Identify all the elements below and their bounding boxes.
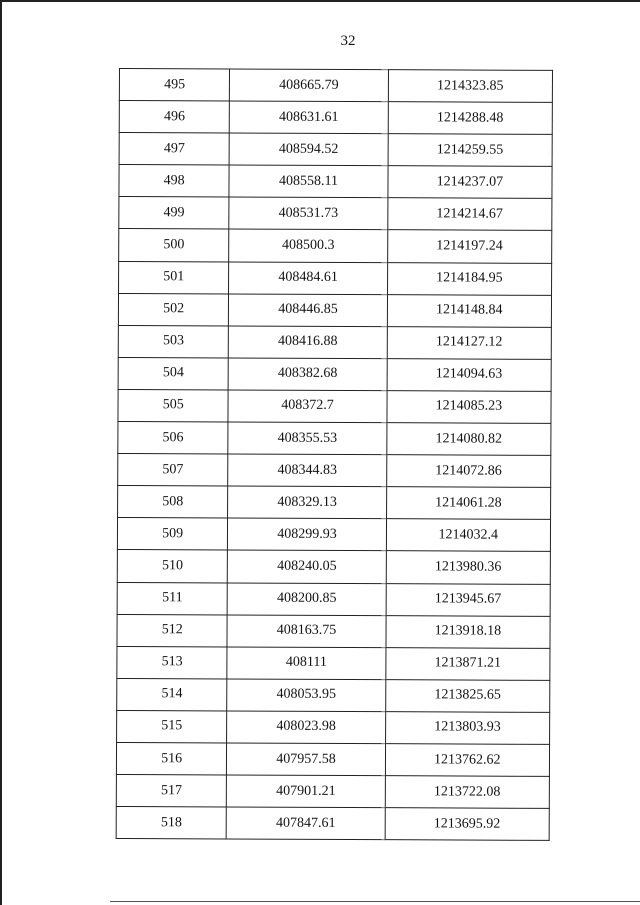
point-number-cell: 501 bbox=[119, 261, 230, 294]
y-coordinate-cell: 1213722.08 bbox=[385, 776, 549, 809]
point-number-cell: 509 bbox=[117, 518, 228, 551]
x-coordinate-cell: 408053.95 bbox=[227, 679, 385, 712]
point-number-cell: 495 bbox=[119, 69, 230, 102]
x-coordinate-cell: 408240.05 bbox=[228, 550, 386, 583]
point-number-cell: 518 bbox=[116, 807, 227, 840]
x-coordinate-cell: 408416.88 bbox=[229, 326, 387, 359]
table-row bbox=[117, 710, 550, 744]
coordinates-table-body bbox=[116, 69, 552, 841]
point-number-cell: 516 bbox=[116, 742, 227, 775]
table-row bbox=[118, 293, 551, 327]
y-coordinate-cell: 1214094.63 bbox=[387, 359, 551, 392]
table-row bbox=[119, 133, 552, 167]
point-number-cell: 502 bbox=[118, 293, 229, 326]
x-coordinate-cell: 408500.3 bbox=[229, 229, 387, 262]
x-coordinate-cell: 408163.75 bbox=[227, 615, 385, 648]
y-coordinate-cell: 1214148.84 bbox=[387, 294, 551, 327]
y-coordinate-cell: 1214061.28 bbox=[386, 487, 550, 520]
y-coordinate-cell: 1214197.24 bbox=[387, 230, 551, 263]
table-row bbox=[117, 678, 550, 712]
table-row bbox=[118, 454, 551, 488]
x-coordinate-cell: 408446.85 bbox=[229, 294, 387, 327]
x-coordinate-cell: 408665.79 bbox=[230, 69, 388, 102]
x-coordinate-cell: 408382.68 bbox=[228, 358, 386, 391]
y-coordinate-cell: 1213695.92 bbox=[385, 808, 549, 841]
y-coordinate-cell: 1214259.55 bbox=[388, 134, 552, 167]
y-coordinate-cell: 1214237.07 bbox=[388, 166, 552, 199]
y-coordinate-cell: 1214080.82 bbox=[386, 423, 550, 456]
x-coordinate-cell: 408329.13 bbox=[228, 486, 386, 519]
x-coordinate-cell: 408344.83 bbox=[228, 454, 386, 487]
y-coordinate-cell: 1214288.48 bbox=[388, 102, 552, 135]
table-row bbox=[117, 582, 550, 616]
table-row bbox=[118, 325, 551, 359]
point-number-cell: 504 bbox=[118, 357, 229, 390]
page-border-top bbox=[0, 0, 640, 2]
x-coordinate-cell: 408558.11 bbox=[229, 165, 387, 198]
x-coordinate-cell: 407901.21 bbox=[227, 775, 385, 808]
table-row bbox=[116, 742, 549, 776]
x-coordinate-cell: 408531.73 bbox=[229, 197, 387, 230]
table-row bbox=[118, 357, 551, 391]
coordinates-table bbox=[116, 68, 553, 841]
x-coordinate-cell: 408200.85 bbox=[227, 582, 385, 615]
point-number-cell: 512 bbox=[117, 614, 228, 647]
table-row bbox=[119, 165, 552, 199]
y-coordinate-cell: 1213825.65 bbox=[385, 679, 549, 712]
y-coordinate-cell: 1213980.36 bbox=[386, 551, 550, 584]
x-coordinate-cell: 407957.58 bbox=[227, 743, 385, 776]
y-coordinate-cell: 1213762.62 bbox=[385, 744, 549, 777]
table-row bbox=[117, 614, 550, 648]
table-row bbox=[117, 646, 550, 680]
x-coordinate-cell: 408355.53 bbox=[228, 422, 386, 455]
y-coordinate-cell: 1214214.67 bbox=[387, 198, 551, 231]
point-number-cell: 497 bbox=[119, 133, 230, 166]
x-coordinate-cell: 408372.7 bbox=[228, 390, 386, 423]
y-coordinate-cell: 1214127.12 bbox=[387, 326, 551, 359]
point-number-cell: 515 bbox=[117, 710, 228, 743]
table-row bbox=[119, 197, 552, 231]
x-coordinate-cell: 408631.61 bbox=[230, 101, 388, 134]
point-number-cell: 500 bbox=[119, 229, 230, 262]
page-number: 32 bbox=[340, 33, 356, 49]
y-coordinate-cell: 1213871.21 bbox=[386, 647, 550, 680]
table-row bbox=[117, 550, 550, 584]
point-number-cell: 496 bbox=[119, 101, 230, 134]
y-coordinate-cell: 1214085.23 bbox=[387, 391, 551, 424]
point-number-cell: 513 bbox=[117, 646, 228, 679]
table-row bbox=[117, 518, 550, 552]
table-row bbox=[119, 261, 552, 295]
x-coordinate-cell: 408484.61 bbox=[229, 262, 387, 295]
table-row bbox=[118, 422, 551, 456]
x-coordinate-cell: 408111 bbox=[227, 647, 385, 680]
table-row bbox=[118, 389, 551, 423]
point-number-cell: 499 bbox=[119, 197, 230, 230]
x-coordinate-cell: 408594.52 bbox=[229, 133, 387, 166]
point-number-cell: 517 bbox=[116, 775, 227, 808]
point-number-cell: 503 bbox=[118, 325, 229, 358]
point-number-cell: 507 bbox=[118, 454, 229, 487]
point-number-cell: 498 bbox=[119, 165, 230, 198]
point-number-cell: 508 bbox=[118, 486, 229, 519]
point-number-cell: 514 bbox=[117, 678, 228, 711]
x-coordinate-cell: 407847.61 bbox=[227, 807, 385, 840]
point-number-cell: 506 bbox=[118, 422, 229, 455]
y-coordinate-cell: 1214072.86 bbox=[386, 455, 550, 488]
y-coordinate-cell: 1214323.85 bbox=[388, 70, 552, 103]
y-coordinate-cell: 1213918.18 bbox=[386, 615, 550, 648]
x-coordinate-cell: 408023.98 bbox=[227, 711, 385, 744]
point-number-cell: 510 bbox=[117, 550, 228, 583]
table-row bbox=[118, 486, 551, 520]
y-coordinate-cell: 1214184.95 bbox=[387, 262, 551, 295]
table-row bbox=[119, 229, 552, 263]
table-row bbox=[116, 807, 549, 841]
y-coordinate-cell: 1214032.4 bbox=[386, 519, 550, 552]
page-border-bottom bbox=[110, 901, 640, 902]
point-number-cell: 505 bbox=[118, 389, 229, 422]
y-coordinate-cell: 1213803.93 bbox=[385, 712, 549, 745]
table-row bbox=[116, 775, 549, 809]
x-coordinate-cell: 408299.93 bbox=[228, 518, 386, 551]
table-row bbox=[119, 101, 552, 135]
table-row bbox=[119, 69, 552, 103]
point-number-cell: 511 bbox=[117, 582, 228, 615]
page-border-left bbox=[0, 0, 2, 905]
y-coordinate-cell: 1213945.67 bbox=[386, 583, 550, 616]
